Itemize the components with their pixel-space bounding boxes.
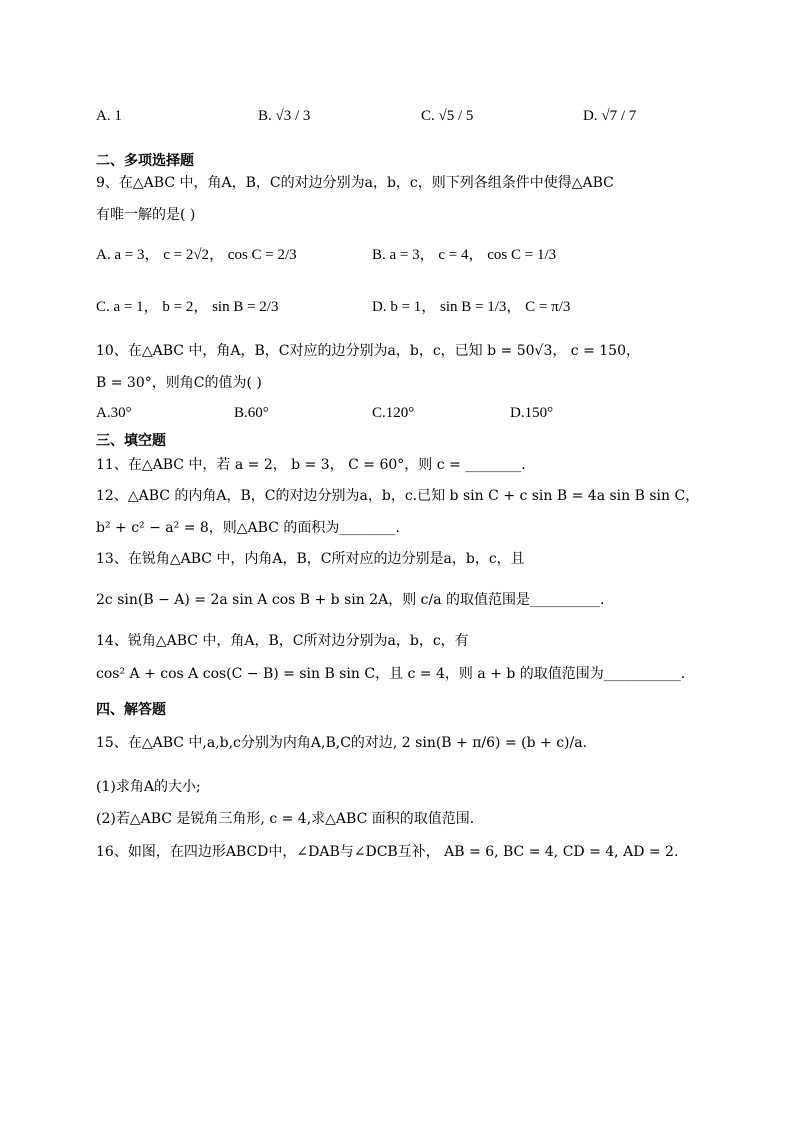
- q16-stem: 16、如图，在四边形ABCD中，∠DAB与∠DCB互补， AB = 6, BC = 4, CD = 4, AD = 2.: [96, 844, 679, 860]
- q15-part1: (1)求角A的大小;: [96, 779, 201, 795]
- q10-option-b: B.60°: [234, 405, 269, 421]
- q8-option-b: B. √3 / 3: [258, 108, 311, 124]
- q9-option-b: B. a = 3， c = 4， cos C = 1/3: [372, 247, 557, 263]
- q12-stem-line1: 12、△ABC 的内角A，B，C的对边分别为a，b，c.已知 b sin C + c sin B = 4a sin B sin C，: [96, 488, 700, 504]
- q11-text: 11、在△ABC 中，若 a = 2， b = 3， C = 60°，则 c = ________.: [96, 457, 526, 473]
- q9-option-d: D. b = 1， sin B = 1/3， C = π/3: [372, 299, 571, 315]
- q9-option-c: C. a = 1， b = 2， sin B = 2/3: [96, 299, 279, 315]
- section-heading-answer: 四、解答题: [96, 702, 166, 718]
- q9-option-a: A. a = 3， c = 2√2， cos C = 2/3: [96, 247, 297, 263]
- q8-option-a: A. 1: [96, 108, 122, 124]
- q13-stem-line1: 13、在锐角△ABC 中，内角A，B，C所对应的边分别是a，b，c，且: [96, 551, 525, 567]
- section-heading-fill-blank: 三、填空题: [96, 433, 166, 449]
- q15-stem: 15、在△ABC 中,a,b,c分别为内角A,B,C的对边, 2 sin(B + π/6) = (b + c)/a.: [96, 735, 588, 751]
- q10-option-a: A.30°: [96, 405, 132, 421]
- q10-option-c: C.120°: [372, 405, 415, 421]
- q8-option-d: D. √7 / 7: [583, 108, 637, 124]
- q10-option-d: D.150°: [510, 405, 554, 421]
- q13-stem-line2: 2c sin(B − A) = 2a sin A cos B + b sin 2A，则 c/a 的取值范围是__________.: [96, 592, 605, 608]
- q14-stem-line1: 14、锐角△ABC 中，角A，B，C所对边分别为a，b，c，有: [96, 633, 469, 649]
- q10-stem-line2: B = 30°，则角C的值为( ): [96, 375, 262, 391]
- q8-option-c: C. √5 / 5: [421, 108, 474, 124]
- q14-stem-line2: cos² A + cos A cos(C − B) = sin B sin C，且 c = 4，则 a + b 的取值范围为___________.: [96, 666, 686, 682]
- q9-stem-line1: 9、在△ABC 中，角A，B，C的对边分别为a，b，c，则下列各组条件中使得△ABC: [96, 175, 614, 191]
- q12-stem-line2: b² + c² − a² = 8，则△ABC 的面积为________.: [96, 520, 400, 536]
- section-heading-multi-choice: 二、多项选择题: [96, 153, 194, 169]
- q10-stem-line1: 10、在△ABC 中，角A，B，C对应的边分别为a，b，c，已知 b = 50√3， c = 150，: [96, 343, 640, 359]
- q15-part2: (2)若△ABC 是锐角三角形, c = 4,求△ABC 面积的取值范围.: [96, 811, 475, 827]
- q9-stem-line2: 有唯一解的是( ): [96, 207, 196, 223]
